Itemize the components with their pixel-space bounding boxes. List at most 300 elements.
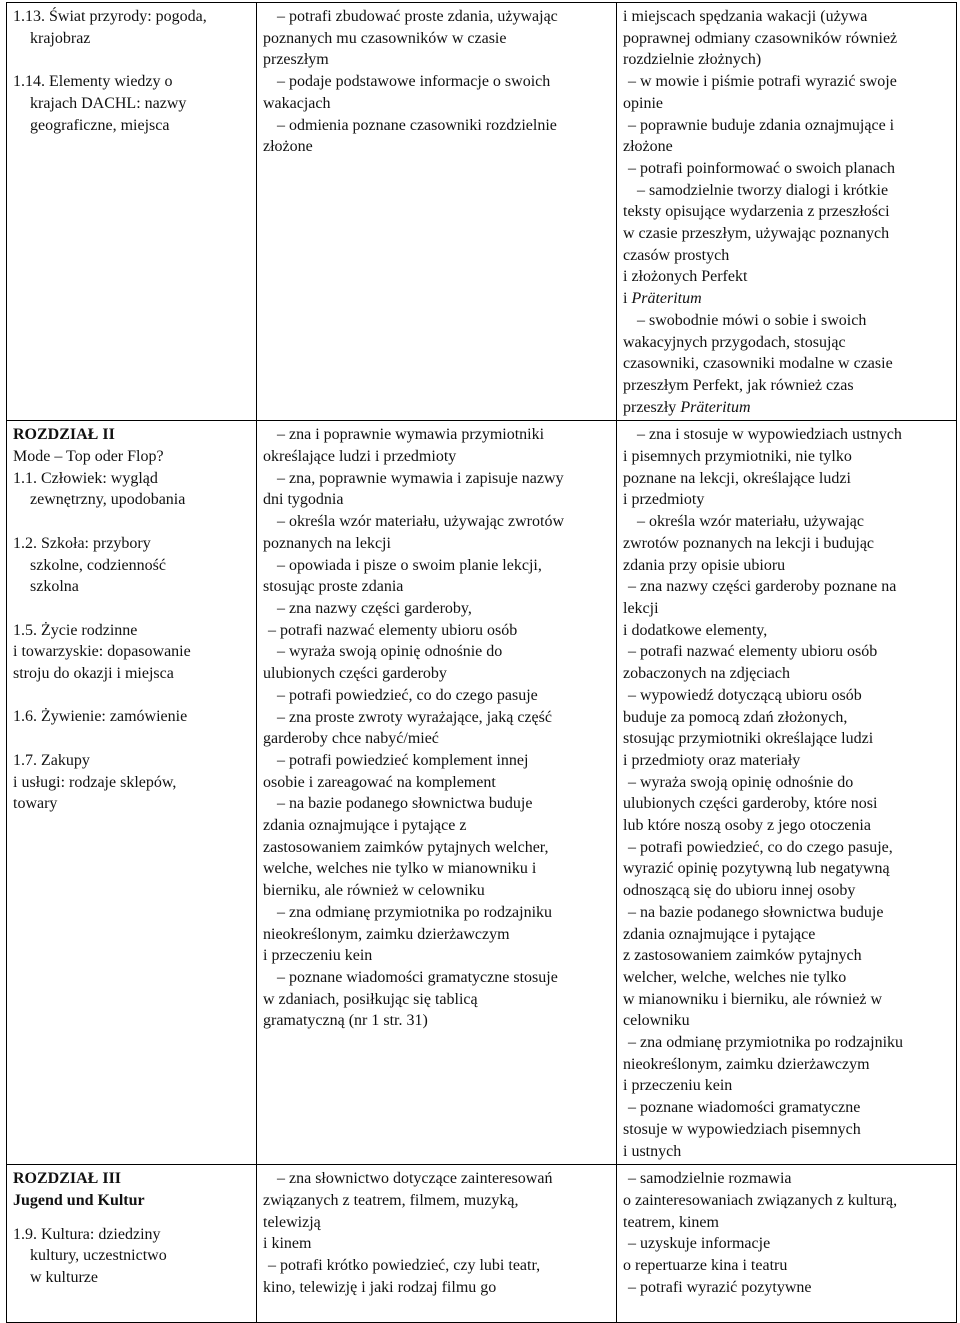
extended-requirements-cell (617, 1165, 957, 1323)
line-text: i przeczeniu kein (623, 1077, 733, 1095)
line-text: zdania oznajmujące i pytające (623, 925, 816, 943)
line-text: 1.7. Zakupy (13, 751, 90, 769)
spacer (13, 511, 250, 533)
text-line (13, 1190, 250, 1212)
bullet-line (263, 598, 610, 620)
dash-marker: – (628, 1235, 640, 1253)
line-text: związanych z teatrem, filmem, muzyką, (263, 1191, 519, 1209)
line-text: teksty opisujące wydarzenia z przeszłości (623, 203, 890, 221)
line-text: zobaczonych na zdjęciach (623, 665, 791, 683)
curriculum-table (6, 2, 957, 1323)
dash-marker: – (277, 795, 289, 813)
line-text: ulubionych części garderoby (263, 665, 447, 683)
line-text: w kulturze (30, 1269, 98, 1287)
text-line (623, 136, 950, 158)
bullet-line (263, 555, 610, 577)
line-text: wyrazić opinię pozytywną lub negatywną (623, 860, 890, 878)
dash-marker: – (277, 686, 289, 704)
text-line (13, 555, 250, 577)
line-text: i pisemnych przymiotniki, nie tylko (623, 448, 852, 466)
text-line (13, 1168, 250, 1190)
line-text: zwrotów poznanych na lekcji i budując (623, 534, 875, 552)
line-text: zna odmianę przymiotnika po rodzajniku (289, 903, 553, 921)
table-row (7, 1165, 957, 1323)
dash-marker: – (628, 159, 640, 177)
line-text: potrafi wyrazić pozytywne (640, 1278, 812, 1296)
line-text: odnoszącą się do ubioru innej osoby (623, 882, 856, 900)
line-text: stroju do okazji i miejsca (13, 665, 174, 683)
line-text: potrafi krótko powiedzieć, czy lubi teatr, (280, 1257, 541, 1275)
bullet-line (623, 1277, 950, 1299)
bullet-line (263, 685, 610, 707)
line-text: wyraża swoją opinię odnośnie do (640, 773, 854, 791)
topics-cell (7, 1165, 257, 1323)
dash-marker: – (628, 1099, 640, 1117)
table-row (7, 3, 957, 421)
line-text: buduje za pomocą zdań złożonych, (623, 708, 848, 726)
dash-marker: – (637, 513, 649, 531)
line-text: nieokreślonym, zaimku dzierżawczym (623, 1055, 870, 1073)
line-text: ulubionych części garderoby, które nosi (623, 795, 878, 813)
text-line (13, 641, 250, 663)
dash-marker: – (628, 686, 640, 704)
dash-marker: – (277, 643, 289, 661)
text-line (263, 1212, 610, 1234)
line-text: stosując proste zdania (263, 578, 404, 596)
line-text: swobodnie mówi o sobie i swoich (649, 311, 867, 329)
bullet-line (263, 1255, 610, 1277)
text-line (623, 288, 950, 310)
text-line (263, 858, 610, 880)
text-line (623, 245, 950, 267)
dash-marker: – (637, 426, 649, 444)
line-text: określa wzór materiału, używając (649, 513, 865, 531)
line-text: i przedmioty oraz materiały (623, 751, 801, 769)
bullet-line (623, 641, 950, 663)
text-line (623, 446, 950, 468)
text-line (623, 201, 950, 223)
text-line (13, 93, 250, 115)
line-text: samodzielnie rozmawia (640, 1170, 792, 1188)
basic-requirements-cell (257, 421, 617, 1165)
bullet-line (263, 468, 610, 490)
table-row (7, 421, 957, 1165)
line-text: w zdaniach, posiłkując się tablicą (263, 990, 478, 1008)
text-line (623, 1190, 950, 1212)
line-text: zna i stosuje w wypowiedziach ustnych (649, 426, 902, 444)
line-text: potrafi powiedzieć, co do czego pasuje, (640, 838, 893, 856)
line-text: zna odmianę przymiotnika po rodzajniku (640, 1034, 904, 1052)
line-text: uzyskuje informacje (640, 1235, 771, 1253)
dash-marker: – (277, 513, 289, 531)
dash-marker: – (277, 751, 289, 769)
line-text: opowiada i pisze o swoim planie lekcji, (289, 556, 542, 574)
line-text: ROZDZIAŁ III (13, 1170, 122, 1188)
line-text: wakacjach (263, 94, 331, 112)
bullet-line (263, 641, 610, 663)
bullet-line (623, 902, 950, 924)
line-text: nieokreślonym, zaimku dzierżawczym (263, 925, 510, 943)
line-text: potrafi nazwać elementy ubioru osób (280, 621, 518, 639)
text-line (13, 424, 250, 446)
text-line (13, 620, 250, 642)
text-line (623, 533, 950, 555)
spacer (13, 685, 250, 707)
line-text: zna nazwy części garderoby, (289, 599, 472, 617)
bullet-line (623, 511, 950, 533)
text-line (623, 707, 950, 729)
line-text: przeszłym Perfekt, jak również czas (623, 376, 854, 394)
line-text: w czasie przeszłym, używając poznanych (623, 225, 890, 243)
line-text: welcher, welche, welches nie tylko (623, 968, 847, 986)
extended-requirements-cell (617, 421, 957, 1165)
text-line (623, 1054, 950, 1076)
line-text: garderoby chce nabyć/mieć (263, 730, 439, 748)
line-text: przeszły Präteritum (623, 398, 751, 416)
bullet-line (263, 71, 610, 93)
text-line (13, 663, 250, 685)
extended-requirements-cell (617, 3, 957, 421)
line-text: i przeczeniu kein (263, 947, 373, 965)
line-text: potrafi nazwać elementy ubioru osób (640, 643, 878, 661)
text-line (623, 1255, 950, 1277)
text-line (263, 1277, 610, 1299)
line-text: krajach DACHL: nazwy (30, 94, 187, 112)
line-text: dni tygodnia (263, 491, 344, 509)
spacer (13, 1212, 250, 1224)
line-text: i przedmioty (623, 491, 705, 509)
bullet-line (623, 576, 950, 598)
bullet-line (623, 1097, 950, 1119)
text-line (623, 967, 950, 989)
text-line (263, 989, 610, 1011)
line-text: celowniku (623, 1012, 690, 1030)
text-line (13, 750, 250, 772)
line-text: i Präteritum (623, 290, 702, 308)
bullet-line (263, 620, 610, 642)
line-text: 1.14. Elementy wiedzy o (13, 73, 173, 91)
text-line (263, 533, 610, 555)
text-line (623, 397, 950, 419)
text-line (623, 1119, 950, 1141)
bullet-line (623, 115, 950, 137)
line-text: krajobraz (30, 29, 91, 47)
line-text: poznane na lekcji, określające ludzi (623, 469, 851, 487)
bullet-line (623, 310, 950, 332)
line-text: samodzielnie tworzy dialogi i krótkie (649, 181, 889, 199)
text-line (623, 598, 950, 620)
text-line (623, 1212, 950, 1234)
line-text: złożone (623, 138, 673, 156)
line-text: określające ludzi i przedmioty (263, 448, 457, 466)
spacer (13, 728, 250, 750)
line-text: zna, poprawnie wymawia i zapisuje nazwy (289, 469, 564, 487)
line-text: zna słownictwo dotyczące zainteresowań (289, 1170, 553, 1188)
text-line (13, 706, 250, 728)
bullet-line (263, 902, 610, 924)
line-text: zewnętrzny, upodobania (30, 491, 186, 509)
text-line (623, 6, 950, 28)
line-text: w mianowniku i bierniku, ale również w (623, 990, 883, 1008)
line-text: wyraża swoją opinię odnośnie do (289, 643, 503, 661)
line-text: 1.13. Świat przyrody: pogoda, (13, 8, 207, 25)
bullet-line (623, 424, 950, 446)
line-text: zdania oznajmujące i pytające z (263, 817, 467, 835)
text-line (623, 620, 950, 642)
line-text: poprawnie buduje zdania oznajmujące i (640, 116, 895, 134)
text-line (623, 93, 950, 115)
text-line (623, 1010, 950, 1032)
line-text: bierniku, ale również w celowniku (263, 882, 485, 900)
text-line (623, 1141, 950, 1163)
line-text: na bazie podanego słownictwa buduje (640, 903, 884, 921)
text-line (263, 924, 610, 946)
line-text: 1.5. Życie rodzinne (13, 621, 138, 639)
dash-marker: – (628, 643, 640, 661)
line-text: kultury, uczestnictwo (30, 1247, 167, 1265)
basic-requirements-cell (257, 1165, 617, 1323)
text-line (263, 1233, 610, 1255)
text-line (623, 945, 950, 967)
text-line (623, 28, 950, 50)
text-line (623, 858, 950, 880)
bullet-line (263, 793, 610, 815)
dash-marker: – (268, 1257, 280, 1275)
dash-marker: – (277, 708, 289, 726)
dash-marker: – (277, 116, 289, 134)
line-text: stosując przymiotniki określające ludzi (623, 730, 874, 748)
line-text: rozdzielnie złożnych) (623, 51, 762, 69)
line-text: podaje podstawowe informacje o swoich (289, 73, 551, 91)
text-line (623, 815, 950, 837)
bullet-line (263, 707, 610, 729)
line-text: poznanych mu czasowników w czasie (263, 29, 507, 47)
bullet-line (623, 685, 950, 707)
text-line (263, 815, 610, 837)
text-line (13, 533, 250, 555)
line-text: lekcji (623, 599, 659, 617)
line-text: poznanych na lekcji (263, 534, 391, 552)
line-text: i ustnych (623, 1142, 682, 1160)
text-line (263, 576, 610, 598)
text-line (623, 793, 950, 815)
dash-marker: – (277, 469, 289, 487)
line-text: towary (13, 795, 58, 813)
line-text: czasów prostych (623, 246, 730, 264)
line-text: zdania przy opisie ubioru (623, 556, 786, 574)
text-line (623, 353, 950, 375)
text-line (623, 989, 950, 1011)
dash-marker: – (628, 1170, 640, 1188)
bullet-line (263, 115, 610, 137)
line-text: Jugend und Kultur (13, 1191, 145, 1209)
dash-marker: – (277, 968, 289, 986)
text-line (623, 663, 950, 685)
line-text: odmienia poznane czasowniki rozdzielnie (289, 116, 557, 134)
text-line (13, 115, 250, 137)
bullet-line (623, 158, 950, 180)
text-line (623, 332, 950, 354)
bullet-line (263, 750, 610, 772)
text-line (13, 468, 250, 490)
text-line (263, 49, 610, 71)
line-text: zastosowaniem zaimków pytajnych welcher, (263, 838, 549, 856)
line-text: poznane wiadomości gramatyczne stosuje (289, 968, 558, 986)
dash-marker: – (277, 599, 289, 617)
line-text: o zainteresowaniach związanych z kulturą, (623, 1191, 898, 1209)
text-line (13, 1245, 250, 1267)
line-text: 1.9. Kultura: dziedziny (13, 1225, 161, 1243)
dash-marker: – (628, 578, 640, 596)
dash-marker: – (628, 116, 640, 134)
line-text: potrafi powiedzieć komplement innej (289, 751, 529, 769)
dash-marker: – (637, 181, 649, 199)
dash-marker: – (628, 903, 640, 921)
text-line (13, 489, 250, 511)
text-line (623, 880, 950, 902)
line-text: teatrem, kinem (623, 1213, 719, 1231)
line-text: kino, telewizję i jaki rodzaj filmu go (263, 1278, 497, 1296)
line-text: wypowiedź dotyczącą ubioru osób (640, 686, 862, 704)
text-line (623, 375, 950, 397)
bullet-line (623, 1168, 950, 1190)
bullet-line (623, 71, 950, 93)
topics-cell (7, 3, 257, 421)
line-text: ROZDZIAŁ II (13, 426, 115, 444)
line-text: poznane wiadomości gramatyczne (640, 1099, 861, 1117)
dash-marker: – (268, 621, 280, 639)
line-text: telewizją (263, 1213, 321, 1231)
line-text: lub które noszą osoby z jego otoczenia (623, 817, 871, 835)
line-text: osobie i zareagować na komplement (263, 773, 496, 791)
bullet-line (623, 180, 950, 202)
line-text: z zastosowaniem zaimków pytajnych (623, 947, 862, 965)
text-line (623, 223, 950, 245)
text-line (263, 136, 610, 158)
line-text: zna i poprawnie wymawia przymiotniki (289, 426, 545, 444)
text-line (263, 1010, 610, 1032)
line-text: o repertuarze kina i teatru (623, 1257, 788, 1275)
text-line (263, 772, 610, 794)
line-text: poprawnej odmiany czasowników również (623, 29, 898, 47)
text-line (13, 793, 250, 815)
dash-marker: – (628, 838, 640, 856)
line-text: potrafi poinformować o swoich planach (640, 159, 896, 177)
line-text: geograficzne, miejsca (30, 116, 170, 134)
text-line (13, 772, 250, 794)
text-line (263, 28, 610, 50)
dash-marker: – (277, 1170, 289, 1188)
line-text: określa wzór materiału, używając zwrotów (289, 513, 564, 531)
line-text: zna proste zwroty wyrażające, jaką część (289, 708, 552, 726)
text-line (623, 728, 950, 750)
bullet-line (263, 1168, 610, 1190)
line-text: złożone (263, 138, 313, 156)
bullet-line (263, 967, 610, 989)
dash-marker: – (628, 73, 640, 91)
bullet-line (263, 424, 610, 446)
bullet-line (263, 6, 610, 28)
topics-cell (7, 421, 257, 1165)
text-line (263, 1190, 610, 1212)
dash-marker: – (277, 903, 289, 921)
line-text: 1.2. Szkoła: przybory (13, 534, 151, 552)
text-line (623, 489, 950, 511)
line-text: wakacyjnych przygodach, stosując (623, 333, 846, 351)
text-line (263, 93, 610, 115)
spacer (13, 598, 250, 620)
bullet-line (263, 511, 610, 533)
dash-marker: – (277, 73, 289, 91)
line-text: i złożonych Perfekt (623, 268, 748, 286)
text-line (263, 837, 610, 859)
line-text: Mode – Top oder Flop? (13, 448, 164, 466)
line-text: stosuje w wypowiedziach pisemnych (623, 1120, 861, 1138)
dash-marker: – (277, 426, 289, 444)
text-line (13, 28, 250, 50)
dash-marker: – (628, 773, 640, 791)
line-text: gramatyczną (nr 1 str. 31) (263, 1012, 428, 1030)
line-text: szkolna (30, 578, 79, 596)
line-text: opinie (623, 94, 663, 112)
text-line (13, 6, 250, 28)
text-line (263, 880, 610, 902)
basic-requirements-cell (257, 3, 617, 421)
bullet-line (623, 772, 950, 794)
dash-marker: – (628, 1034, 640, 1052)
text-line (623, 468, 950, 490)
dash-marker: – (277, 556, 289, 574)
line-text: potrafi powiedzieć, co do czego pasuje (289, 686, 538, 704)
text-line (13, 71, 250, 93)
line-text: w mowie i piśmie potrafi wyrazić swoje (640, 73, 897, 91)
text-line (263, 663, 610, 685)
text-line (263, 945, 610, 967)
text-line (13, 446, 250, 468)
bullet-line (623, 1032, 950, 1054)
line-text: i dodatkowe elementy, (623, 621, 768, 639)
text-line (263, 446, 610, 468)
text-line (263, 728, 610, 750)
line-text: na bazie podanego słownictwa buduje (289, 795, 533, 813)
text-line (623, 49, 950, 71)
line-text: i usługi: rodzaje sklepów, (13, 773, 177, 791)
text-line (623, 924, 950, 946)
bullet-line (623, 1233, 950, 1255)
line-text: welche, welches nie tylko w mianowniku i (263, 860, 537, 878)
line-text: potrafi zbudować proste zdania, używając (289, 8, 558, 25)
line-text: zna nazwy części garderoby poznane na (640, 578, 897, 596)
line-text: i miejscach spędzania wakacji (używa (623, 8, 868, 25)
line-text: przeszłym (263, 51, 329, 69)
text-line (623, 1075, 950, 1097)
spacer (13, 49, 250, 71)
text-line (623, 266, 950, 288)
bullet-line (623, 837, 950, 859)
dash-marker: – (277, 8, 289, 25)
text-line (623, 750, 950, 772)
line-text: 1.1. Człowiek: wygląd (13, 469, 158, 487)
text-line (13, 1267, 250, 1289)
text-line (263, 489, 610, 511)
text-line (13, 1224, 250, 1246)
text-line (623, 555, 950, 577)
line-text: i kinem (263, 1235, 312, 1253)
dash-marker: – (637, 311, 649, 329)
line-text: 1.6. Żywienie: zamówienie (13, 708, 188, 726)
dash-marker: – (628, 1278, 640, 1296)
text-line (13, 576, 250, 598)
